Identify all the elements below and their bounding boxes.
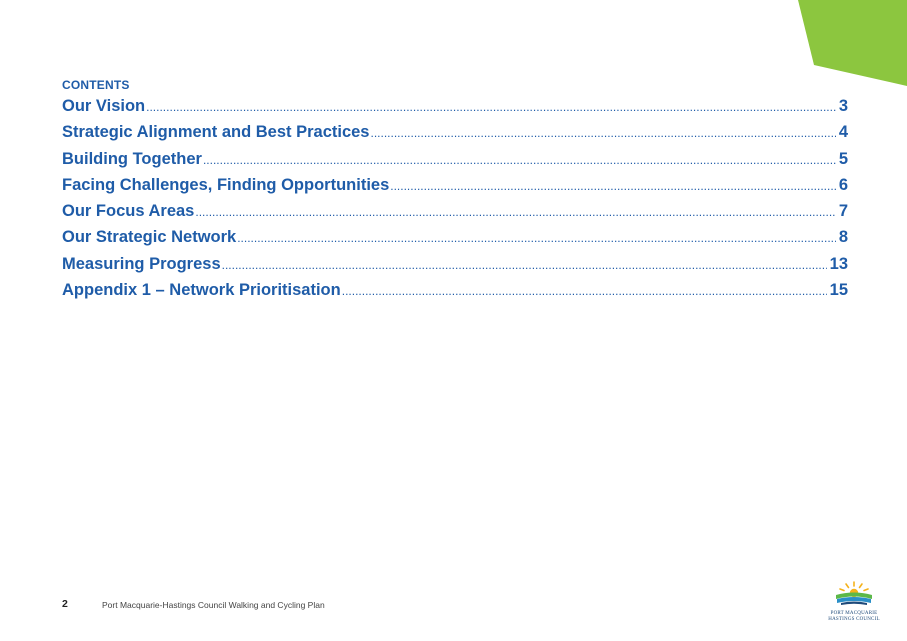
footer-page-number: 2 xyxy=(62,598,68,610)
toc-entry-title: Appendix 1 – Network Prioritisation xyxy=(62,281,341,300)
toc-entry-focus-areas[interactable] xyxy=(62,202,848,228)
logo-text-line1: PORT MACQUARIE xyxy=(830,611,878,616)
toc-entry-facing-challenges[interactable] xyxy=(62,176,848,202)
toc-entry-title: Our Strategic Network xyxy=(62,228,237,247)
sun-wave-icon xyxy=(834,580,874,606)
footer-document-title: Port Macquarie-Hastings Council Walking and Cycling Plan xyxy=(102,600,325,610)
toc-entry-page: 7 xyxy=(838,202,848,221)
toc-entry-page: 6 xyxy=(838,175,848,194)
council-logo xyxy=(826,580,882,623)
toc-dot-leader xyxy=(390,179,836,193)
toc-entry-strategic-network[interactable] xyxy=(62,228,848,254)
toc-dot-leader xyxy=(342,284,827,298)
toc-entry-page: 8 xyxy=(838,228,848,247)
toc-dot-leader xyxy=(203,153,836,167)
toc-entry-appendix-1[interactable] xyxy=(62,281,848,307)
toc-dot-leader xyxy=(237,231,836,245)
toc-entry-page: 15 xyxy=(829,281,848,300)
toc-entry-title: Measuring Progress xyxy=(62,254,221,273)
toc-dot-leader xyxy=(146,100,836,114)
toc-entry-title: Our Vision xyxy=(62,97,146,115)
toc-entry-our-vision[interactable] xyxy=(62,97,848,123)
logo-text-line2: HASTINGS COUNCIL xyxy=(828,617,880,622)
toc-entry-page: 4 xyxy=(838,123,848,142)
toc-dot-leader xyxy=(222,258,827,272)
toc-entry-page: 5 xyxy=(838,149,848,168)
toc-dot-leader xyxy=(195,205,835,219)
toc-entry-page: 13 xyxy=(829,254,848,273)
contents-heading: CONTENTS xyxy=(62,78,130,92)
table-of-contents xyxy=(62,97,848,307)
toc-entry-strategic-alignment[interactable] xyxy=(62,123,848,149)
green-corner-shape xyxy=(797,0,907,90)
toc-dot-leader xyxy=(370,126,835,140)
toc-entry-title: Our Focus Areas xyxy=(62,202,195,221)
toc-entry-title: Strategic Alignment and Best Practices xyxy=(62,123,370,142)
toc-entry-building-together[interactable] xyxy=(62,150,848,176)
toc-entry-title: Facing Challenges, Finding Opportunities xyxy=(62,175,390,194)
toc-entry-page: 3 xyxy=(838,97,848,115)
toc-entry-title: Building Together xyxy=(62,149,202,168)
toc-entry-measuring-progress[interactable] xyxy=(62,255,848,281)
